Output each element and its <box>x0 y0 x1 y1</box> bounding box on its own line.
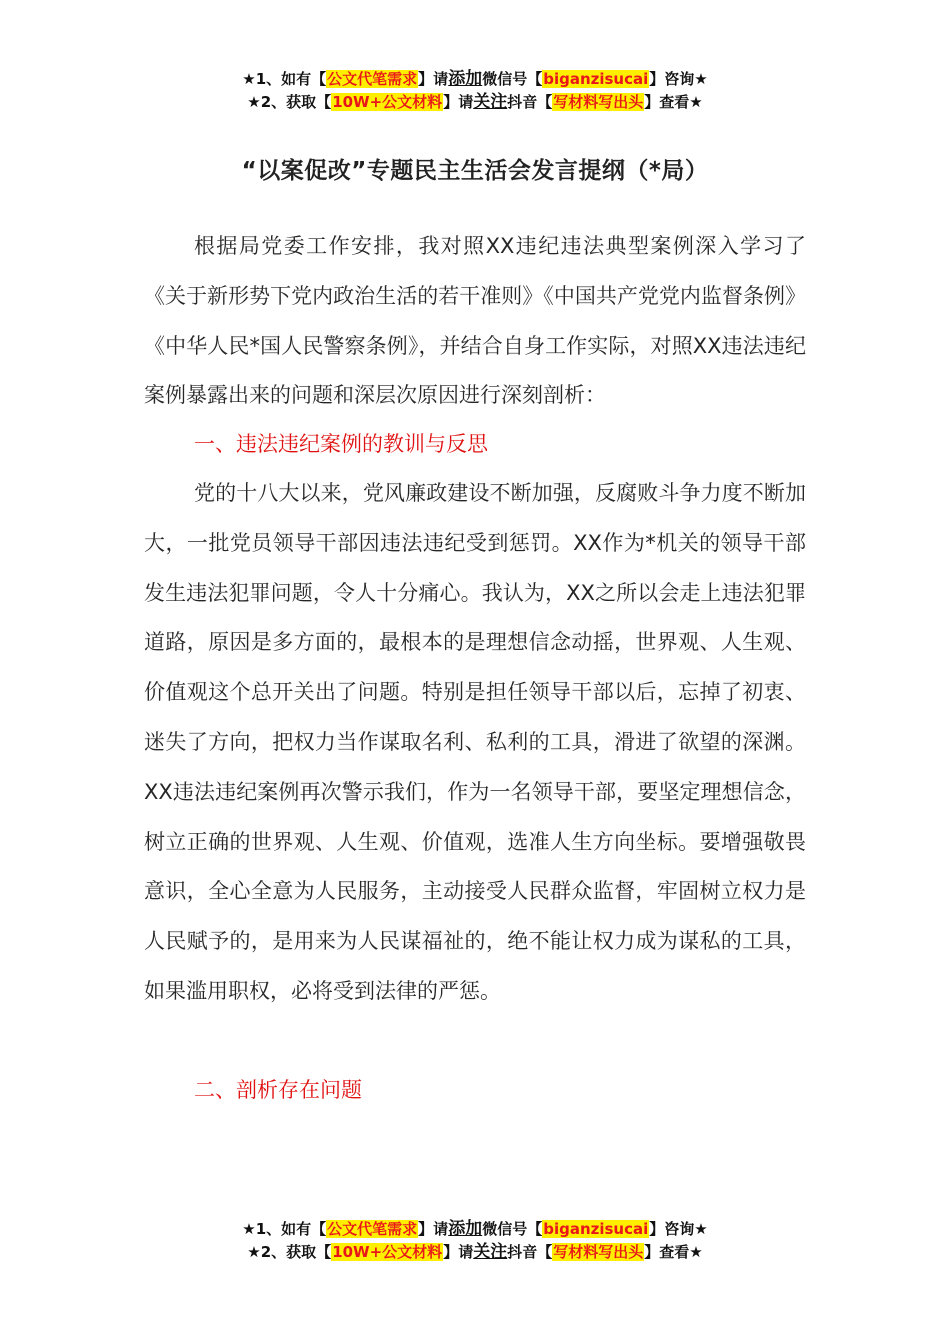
footer-line-2: ★2、获取【10W+公文材料】请关注抖音【写材料写出头】查看★ <box>247 1242 703 1262</box>
header-banner <box>0 68 950 114</box>
footer-banner <box>0 1218 950 1264</box>
section-heading-2: 二、剖析存在问题 <box>194 1078 362 1102</box>
intro-paragraph: 根据局党委工作安排，我对照XX违纪违法典型案例深入学习了《关于新形势下党内政治生活的若干准则》《中国共产党党内监督条例》《中华人民*国人民警察条例》，并结合自身工作实际，对照XX违法违纪案例暴露出来的问题和深层次原因进行深刻剖析： <box>144 234 806 408</box>
body-paragraph-1: 党的十八大以来，党风廉政建设不断加强，反腐败斗争力度不断加大，一批党员领导干部因违法违纪受到惩罚。XX作为*机关的领导干部发生违法犯罪问题，令人十分痛心。我认为，XX之所以会走上违法犯罪道路，原因是多方面的，最根本的是理想信念动摇，世界观、人生观、价值观这个总开关出了问题。特别是担任领导干部以后，忘掉了初衷、迷失了方向，把权力当作谋取名利、私利的工具，滑进了欲望的深渊。XX违法违纪案例再次警示我们，作为一名领导干部，要坚定理想信念，树立正确的世界观、人生观、价值观，选准人生方向坐标。要增强敬畏意识，全心全意为人民服务，主动接受人民群众监督，牢固树立权力是人民赋予的，是用来为人民谋福祉的，绝不能让权力成为谋私的工具，如果滥用职权，必将受到法律的严惩。 <box>144 481 806 1003</box>
highlight-service: 公文代笔需求 <box>327 70 418 88</box>
banner-line-2: ★2、获取【10W+公文材料】请关注抖音【写材料写出头】查看★ <box>247 92 703 112</box>
highlight-materials: 10W+公文材料 <box>332 93 443 111</box>
highlight-wechat-id: biganzisucai <box>543 70 649 88</box>
footer-line-1: ★1、如有【公文代笔需求】请添加微信号【biganzisucai】咨询★ <box>242 1219 708 1239</box>
section-heading-1: 一、违法违纪案例的教训与反思 <box>194 432 488 456</box>
banner-line-1: ★1、如有【公文代笔需求】请添加微信号【biganzisucai】咨询★ <box>242 69 708 89</box>
document-title: “以案促改”专题民主生活会发言提纲（*局） <box>241 158 709 184</box>
highlight-douyin-id: 写材料写出头 <box>553 93 644 111</box>
